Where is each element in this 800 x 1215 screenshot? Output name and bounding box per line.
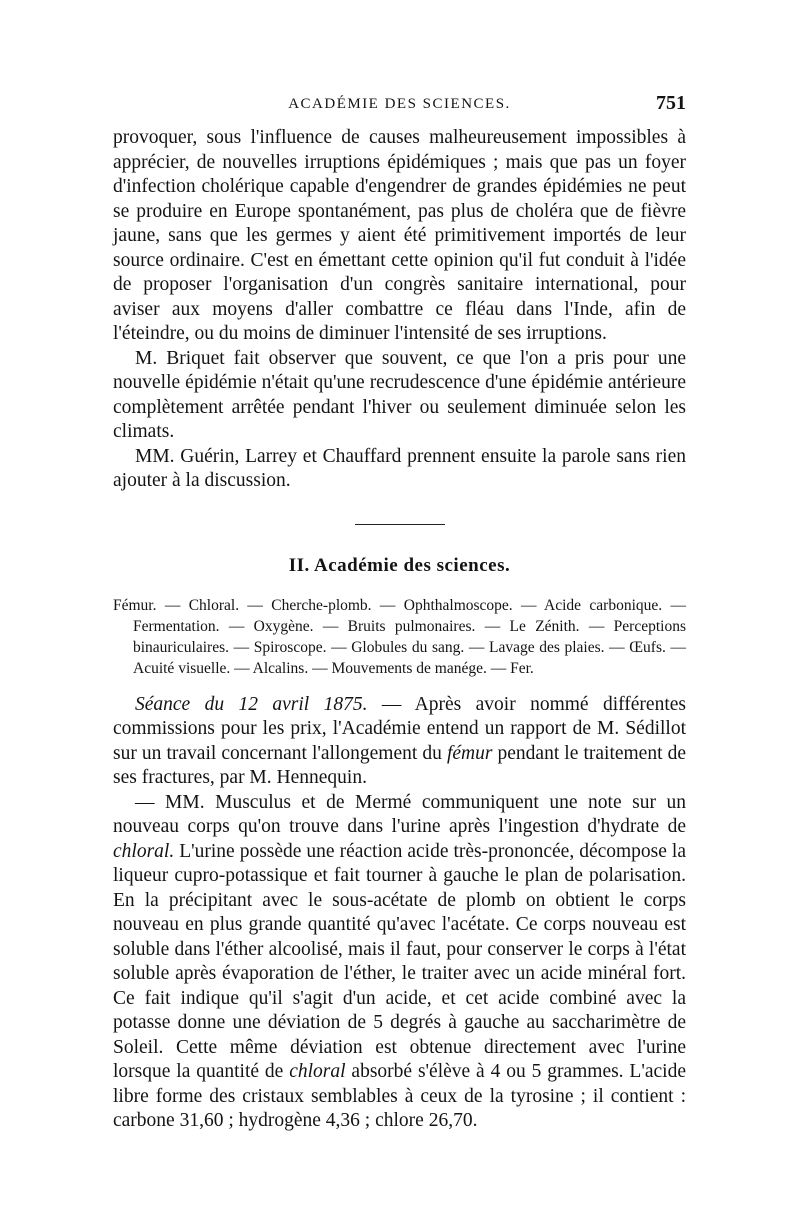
briquet-paragraph: M. Briquet fait observer que souvent, ce que l'on a pris pour une nouvelle épidémie n'était qu'une recrudescence d'une épidémie antérieure complètement arrêtée pendant l'hiver ou seulement diminuée selon les climats.: [113, 347, 686, 442]
musculus-paragraph: [113, 791, 686, 1134]
seance-text-1: — Après avoir nommé différentes commissions pour les prix, l'Académie entend un rapport de M. Sédillot sur un travail concernant l'allongement du: [113, 693, 686, 764]
page-number: 751: [656, 92, 686, 114]
seance-femur: fémur: [446, 742, 493, 764]
seance-text-2: pendant le traitement de ses fractures, par M. Hennequin.: [113, 742, 686, 788]
musculus-chloral-2: chloral: [289, 1061, 346, 1082]
seance-date: Séance du 12 avril 1875.: [135, 693, 368, 715]
section-divider: [355, 524, 445, 525]
seance-paragraph: [113, 693, 686, 791]
page: [113, 92, 686, 1134]
running-title: ACADÉMIE DES SCIENCES.: [288, 96, 511, 112]
top-paragraph: provoquer, sous l'influence de causes malheureusement impossibles à apprécier, de nouvelles irruptions épidémiques ; mais que pas un foyer d'infection cholérique capable d'engendrer de grandes épidémies ne peut se produire en Europe spontanément, pas plus de choléra que de fièvre jaune, sans que les germes y aient été primitivement importés de leur source ordinaire. C'est en émettant cette opinion qu'il fut conduit à l'idée de proposer l'organisation d'un congrès sanitaire international, pour aviser aux moyens d'aller combattre ce fléau dans l'Inde, afin de l'éteindre, ou du moins de diminuer l'intensité de ses irruptions.: [113, 127, 686, 344]
section-title: II. Académie des sciences.: [288, 554, 511, 576]
section-summary: Fémur. — Chloral. — Cherche-plomb. — Ophthalmoscope. — Acide carbonique. — Fermentation. — Oxygène. — Bruits pulmonaires. — Le Zénith. — Perceptions binauriculaires. — Spiroscope. — Globules du sang. — Lavage des plaies. — Œufs. — Acuité visuelle. — Alcalins. — Mouvements de manége. — Fer.: [113, 596, 686, 677]
musculus-text-1: — MM. Musculus et de Mermé communiquent une note sur un nouveau corps qu'on trouve dans l'urine après l'ingestion d'hydrate de: [113, 791, 686, 837]
running-head: [113, 92, 686, 126]
musculus-text-2: L'urine possède une réaction acide très-prononcée, décompose la liqueur cupro-potassique et fait tourner à gauche le plan de polarisation. En la précipitant avec le sous-acétate de plomb on obtient le corps nouveau en plus grande quantité qu'avec l'acétate. Ce corps nouveau est soluble dans l'éther alcoolisé, mais il faut, pour conserver le corps à l'état soluble après évaporation de l'éther, le traiter avec un acide minéral fort. Ce fait indique qu'il s'agit d'un acide, et cet acide combiné avec la potasse donne une déviation de 5 degrés à gauche au saccharimètre de Soleil. Cette même déviation est obtenue directement avec l'urine lorsque la quantité de: [113, 840, 686, 1082]
guerin-paragraph: MM. Guérin, Larrey et Chauffard prennent ensuite la parole sans rien ajouter à la discussion.: [113, 445, 686, 491]
musculus-text-3: absorbé s'élève à 4 ou 5 grammes. L'acide libre forme des cristaux semblables à ceux de la tyrosine ; il contient : carbone 31,60 ; hydrogène 4,36 ; chlore 26,70.: [113, 1061, 686, 1131]
musculus-chloral-1: chloral.: [113, 840, 175, 862]
